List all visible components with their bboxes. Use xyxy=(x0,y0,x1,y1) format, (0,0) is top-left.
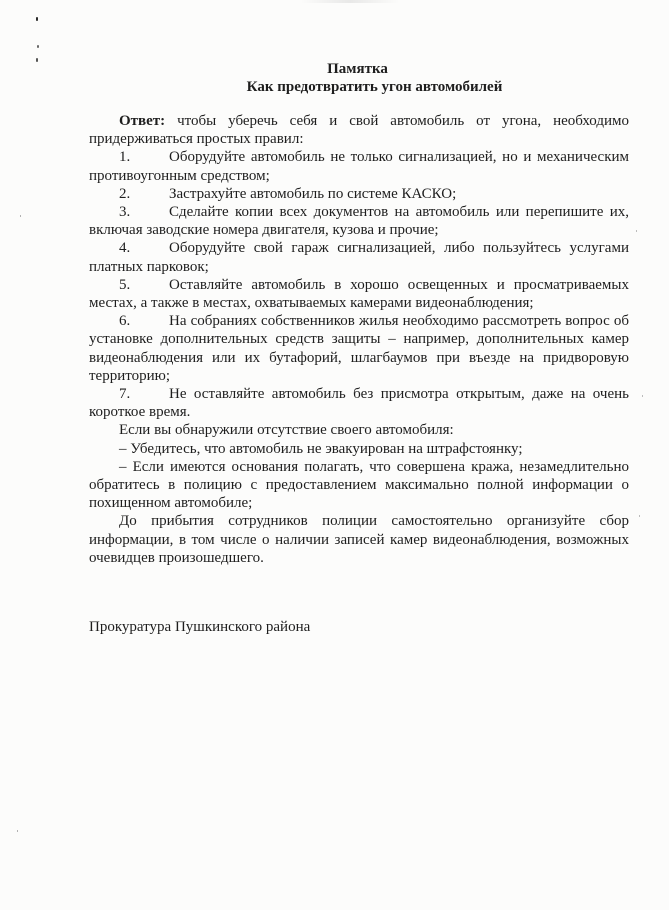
rule-number: 7. xyxy=(119,386,131,403)
rule-text: Застрахуйте автомобиль по системе КАСКО; xyxy=(169,185,457,202)
document-subtitle: Как предотвратить угон автомобилей xyxy=(246,79,503,95)
rule-text: Оборудуйте автомобиль не только сигнализацией, но и механическим противоугонным средством; xyxy=(89,149,629,184)
scan-speck xyxy=(639,515,640,517)
rule-text: Сделайте копии всех документов на автомобиль или перепишите их, включая заводские номера двигателя, кузова и прочие; xyxy=(89,204,629,239)
rule-text: Не оставляйте автомобиль без присмотра открытым, даже на очень короткое время. xyxy=(89,386,629,421)
scan-speck xyxy=(20,215,21,217)
scan-speck xyxy=(17,830,18,832)
theft-closing: До прибытия сотрудников полиции самостоятельно организуйте сбор информации, в том числе о наличии записей камер видеонаблюдения, возможных очевидцев произошедшего. xyxy=(89,513,629,566)
theft-step-2: – Если имеются основания полагать, что совершена кража, незамедлительно обратитесь в полицию с предоставлением максимально полной информации о похищенном автомобиле; xyxy=(89,458,629,512)
rule-item-2 xyxy=(89,185,629,203)
rule-text: Оставляйте автомобиль в хорошо освещенных и просматриваемых местах, а также в местах, охватываемых камерами видеонаблюдения; xyxy=(89,276,629,312)
rule-number: 4. xyxy=(119,240,131,257)
rule-item-6 xyxy=(89,312,629,385)
scan-speck xyxy=(642,395,643,397)
rule-text: Оборудуйте свой гараж сигнализацией, либо пользуйтесь услугами платных парковок; xyxy=(89,240,629,275)
intro-paragraph xyxy=(89,112,629,148)
document-title: Памятка xyxy=(327,61,388,77)
scan-shadow xyxy=(300,0,400,3)
rule-number: 3. xyxy=(119,204,131,221)
rule-item-4 xyxy=(89,239,629,275)
rule-number: 5. xyxy=(119,276,131,293)
rule-number: 2. xyxy=(119,185,131,202)
document-body xyxy=(89,112,629,567)
rule-number: 6. xyxy=(119,313,131,330)
scan-speck xyxy=(636,230,637,232)
scan-speck xyxy=(36,17,38,21)
rule-item-1 xyxy=(89,148,629,184)
theft-step-1: – Убедитесь, что автомобиль не эвакуирован на штрафстоянку; xyxy=(119,440,523,457)
theft-intro: Если вы обнаружили отсутствие своего автомобиля: xyxy=(119,422,454,439)
rule-item-3 xyxy=(89,203,629,239)
rule-item-5 xyxy=(89,276,629,312)
scan-speck xyxy=(37,45,39,48)
signature: Прокуратура Пушкинского района xyxy=(89,619,311,635)
answer-label: Ответ: xyxy=(119,113,166,129)
rule-item-7 xyxy=(89,385,629,421)
rule-text: На собраниях собственников жилья необходимо рассмотреть вопрос об установке дополнительных средств защиты – например, дополнительных камер видеонаблюдения или их бутафорий, шлагбаумов при въезде на придворовую территорию; xyxy=(89,313,629,384)
rule-number: 1. xyxy=(119,149,131,166)
intro-text: чтобы уберечь себя и свой автомобиль от угона, необходимо придерживаться простых правил: xyxy=(89,113,629,148)
